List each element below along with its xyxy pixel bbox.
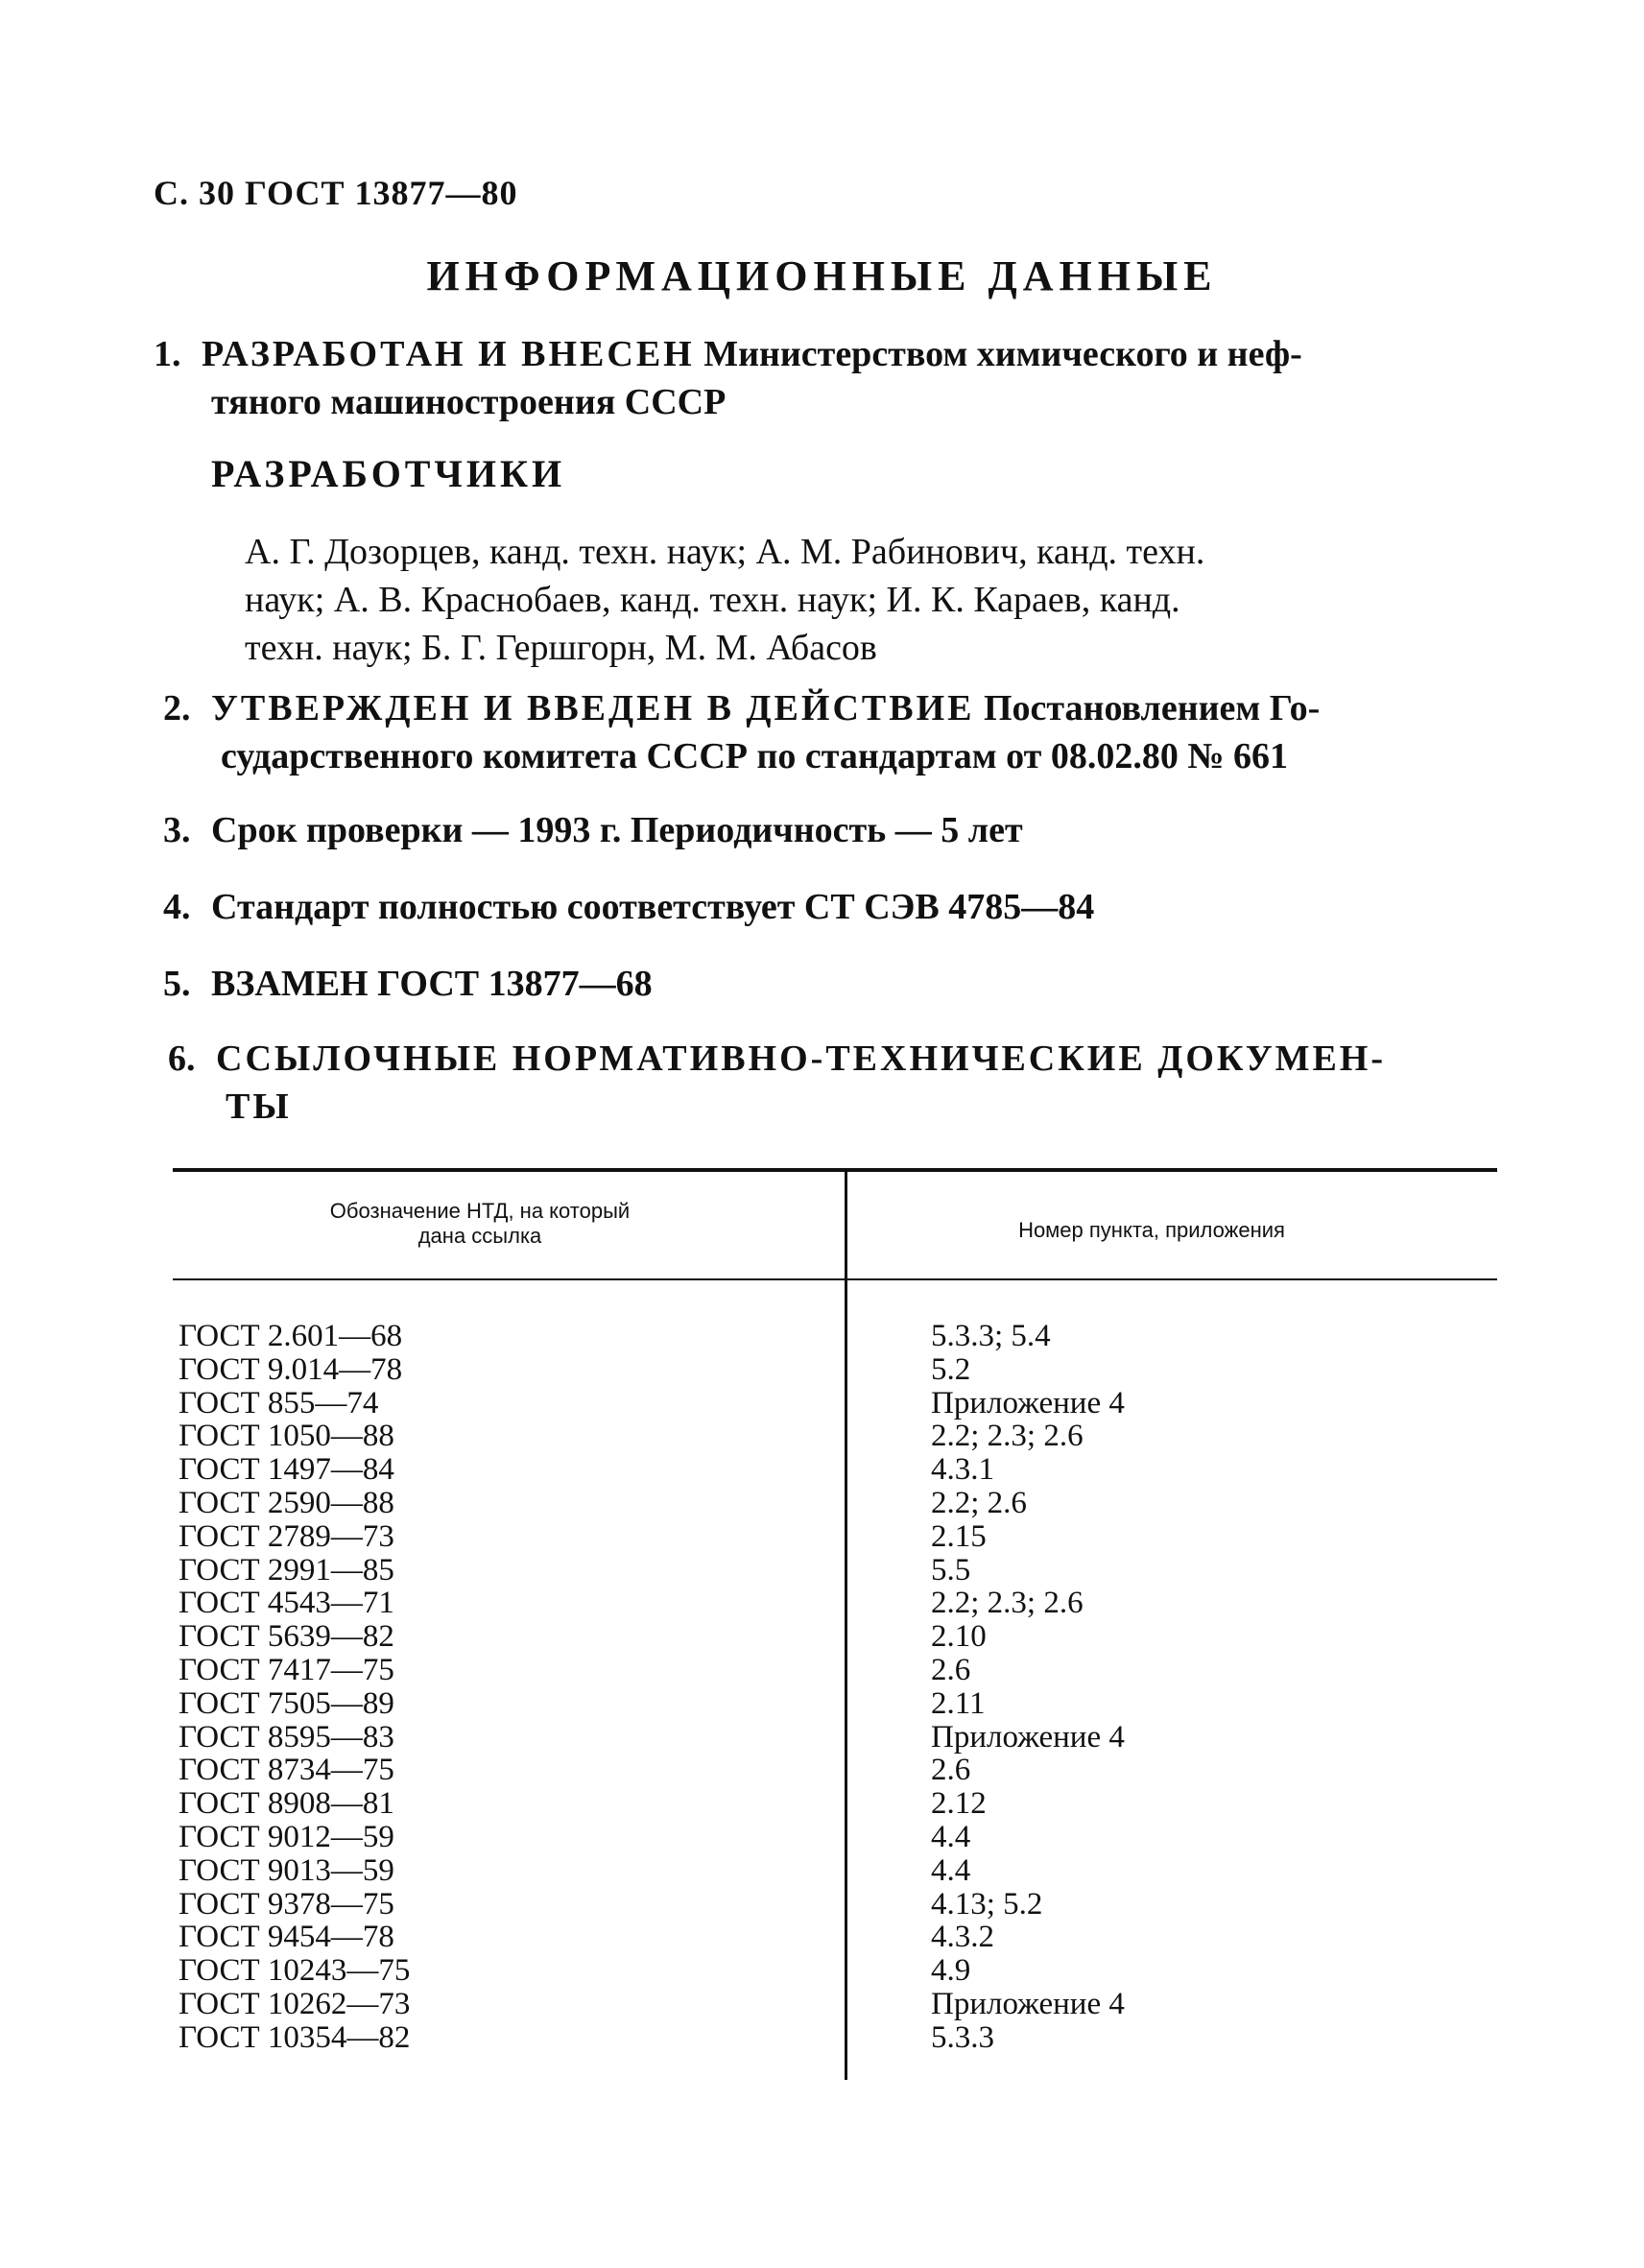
item-3-text: Срок проверки — 1993 г. Периодичность — 5 лет (211, 810, 1023, 850)
table-row (173, 1453, 1497, 1487)
table-cell-clause: 4.3.1 (931, 1452, 994, 1488)
table-row (173, 1721, 1497, 1755)
table-cell-designation: ГОСТ 9378—75 (179, 1886, 394, 1922)
table-cell-clause: 2.10 (931, 1619, 987, 1655)
item-4-number: 4. (163, 887, 191, 927)
item-4 (163, 883, 1094, 931)
table-cell-clause: 2.6 (931, 1652, 971, 1687)
table-cell-designation: ГОСТ 9013—59 (179, 1852, 394, 1888)
table-cell-designation: ГОСТ 2.601—68 (179, 1319, 403, 1353)
table-cell-clause: 2.2; 2.6 (931, 1485, 1027, 1520)
table-row (173, 1554, 1497, 1588)
table-row (173, 1754, 1497, 1787)
table-cell-clause: 4.9 (931, 1953, 971, 1989)
developers-line: техн. наук; Б. Г. Гершгорн, М. М. Абасов (245, 628, 877, 668)
table-header-line: дана ссылка (417, 1224, 542, 1248)
item-2-text-cont: сударственного комитета СССР по стандартам от 08.02.80 № 661 (221, 736, 1289, 776)
table-cell-designation: ГОСТ 10262—73 (179, 1986, 411, 2021)
developers-list (245, 528, 1502, 672)
table-cell-designation: ГОСТ 8734—75 (179, 1753, 394, 1788)
table-cell-designation: ГОСТ 5639—82 (179, 1619, 394, 1655)
item-2-number: 2. (163, 688, 191, 728)
table-row (173, 1487, 1497, 1520)
table-body (173, 1320, 1497, 2055)
table-header-clause: Номер пункта, приложения (1018, 1218, 1285, 1242)
item-6-heading-cont: ТЫ (226, 1086, 292, 1127)
table-cell-designation: ГОСТ 9.014—78 (179, 1351, 403, 1387)
table-row (173, 1854, 1497, 1888)
table-cell-clause: 2.2; 2.3; 2.6 (931, 1586, 1084, 1621)
item-1-text-cont: тяного машиностроения СССР (211, 382, 727, 422)
item-5-number: 5. (163, 964, 191, 1004)
item-2-text: Постановлением Го- (984, 688, 1321, 728)
table-row (173, 1387, 1497, 1420)
table-cell-designation: ГОСТ 8595—83 (179, 1719, 394, 1755)
table-row (173, 1988, 1497, 2021)
table-cell-designation: ГОСТ 4543—71 (179, 1586, 394, 1621)
table-cell-clause: 2.2; 2.3; 2.6 (931, 1419, 1084, 1454)
table-row (173, 1654, 1497, 1687)
table-cell-clause: 4.4 (931, 1852, 971, 1888)
table-row (173, 1921, 1497, 1954)
developers-title: РАЗРАБОТЧИКИ (211, 452, 566, 495)
table-cell-designation: ГОСТ 10354—82 (179, 2019, 411, 2055)
item-1-number: 1. (154, 334, 181, 374)
table-cell-designation: ГОСТ 855—74 (179, 1385, 379, 1420)
table-cell-designation: ГОСТ 2991—85 (179, 1552, 394, 1588)
page-title: ИНФОРМАЦИОННЫЕ ДАННЫЕ (426, 252, 1218, 299)
item-6-heading: ССЫЛОЧНЫЕ НОРМАТИВНО-ТЕХНИЧЕСКИЕ ДОКУМЕН- (216, 1039, 1387, 1079)
table-cell-clause: Приложение 4 (931, 1986, 1125, 2021)
table-cell-clause: 5.2 (931, 1351, 971, 1387)
table-cell-designation: ГОСТ 1050—88 (179, 1419, 394, 1454)
table-row (173, 2021, 1497, 2055)
table-row (173, 1520, 1497, 1554)
table-cell-clause: 2.15 (931, 1518, 987, 1554)
item-5-text: ВЗАМЕН ГОСТ 13877—68 (211, 964, 653, 1004)
table-cell-designation: ГОСТ 7505—89 (179, 1685, 394, 1721)
item-1-text: Министерством химического и неф- (703, 334, 1302, 374)
table-row (173, 1420, 1497, 1453)
table-row (173, 1320, 1497, 1353)
table-cell-clause: 5.3.3 (931, 2019, 994, 2055)
item-2 (163, 684, 1507, 780)
item-6 (168, 1035, 1512, 1131)
table-header-rule (173, 1278, 1497, 1280)
table-cell-clause: 2.11 (931, 1685, 986, 1721)
item-4-text: Стандарт полностью соответствует СТ СЭВ 4785—84 (211, 887, 1095, 927)
table-row (173, 1687, 1497, 1721)
table-cell-clause: 5.3.3; 5.4 (931, 1319, 1051, 1353)
table-cell-clause: 2.6 (931, 1753, 971, 1788)
table-cell-clause: Приложение 4 (931, 1719, 1125, 1755)
table-header-line: Обозначение НТД, на который (329, 1199, 631, 1223)
item-1 (154, 330, 1497, 426)
table-cell-designation: ГОСТ 2590—88 (179, 1485, 394, 1520)
table-cell-designation: ГОСТ 9454—78 (179, 1920, 394, 1955)
table-row (173, 1353, 1497, 1387)
table-cell-designation: ГОСТ 10243—75 (179, 1953, 411, 1989)
table-cell-clause: 4.13; 5.2 (931, 1886, 1043, 1922)
table-row (173, 1787, 1497, 1821)
table-cell-clause: Приложение 4 (931, 1385, 1125, 1420)
developers-line: А. Г. Дозорцев, канд. техн. наук; А. М. Рабинович, канд. техн. (245, 532, 1205, 572)
table-cell-designation: ГОСТ 9012—59 (179, 1819, 394, 1854)
table-row (173, 1954, 1497, 1988)
table-row (173, 1587, 1497, 1620)
table-row (173, 1620, 1497, 1654)
item-1-heading: РАЗРАБОТАН И ВНЕСЕН (202, 334, 695, 374)
table-cell-designation: ГОСТ 7417—75 (179, 1652, 394, 1687)
table-cell-clause: 4.3.2 (931, 1920, 994, 1955)
item-6-number: 6. (168, 1039, 196, 1079)
table-cell-designation: ГОСТ 1497—84 (179, 1452, 394, 1488)
table-cell-designation: ГОСТ 2789—73 (179, 1518, 394, 1554)
table-row (173, 1888, 1497, 1922)
table-cell-designation: ГОСТ 8908—81 (179, 1786, 394, 1822)
page-header: С. 30 ГОСТ 13877—80 (154, 174, 518, 212)
table-cell-clause: 5.5 (931, 1552, 971, 1588)
item-5 (163, 960, 653, 1008)
developers-line: наук; А. В. Краснобаев, канд. техн. наук; И. К. Караев, канд. (245, 580, 1180, 620)
table-top-rule (173, 1168, 1497, 1172)
item-3-number: 3. (163, 810, 191, 850)
table-cell-clause: 2.12 (931, 1786, 987, 1822)
item-3 (163, 806, 1023, 854)
item-2-heading: УТВЕРЖДЕН И ВВЕДЕН В ДЕЙСТВИЕ (211, 688, 975, 728)
table-row (173, 1821, 1497, 1854)
table-header-designation (230, 1199, 729, 1249)
table-cell-clause: 4.4 (931, 1819, 971, 1854)
